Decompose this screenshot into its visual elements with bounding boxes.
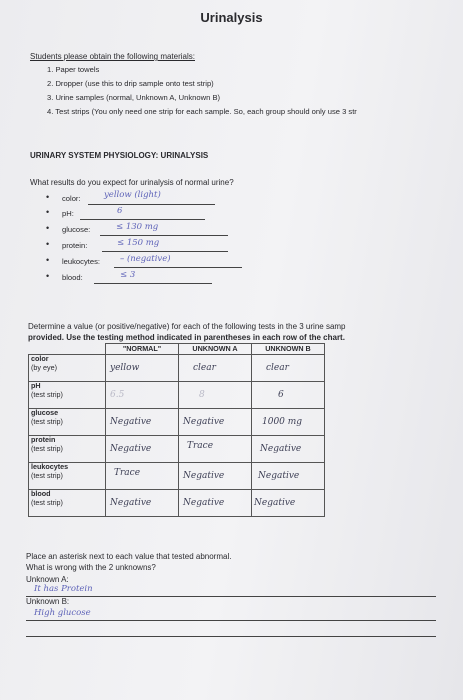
footer-question: What is wrong with the 2 unknowns? [26,563,156,572]
answer-line [94,283,212,284]
table-header-row [29,344,325,355]
bullet: • [46,271,50,281]
cell-value: Negative [183,417,225,427]
test-name: pH [31,381,41,390]
test-name: leukocytes [31,462,69,471]
question-text: What results do you expect for urinalysis of normal urine? [30,178,234,187]
cell-value: Negative [183,471,225,481]
answer-line [80,219,205,220]
table-cell [106,382,179,409]
answer-line [114,267,242,268]
table-header-cell: UNKNOWN B [252,344,325,355]
table-row [29,490,325,517]
cell-value: Negative [110,444,152,454]
section-heading: URINARY SYSTEM PHYSIOLOGY: URINALYSIS [30,151,209,160]
test-method: (test strip) [31,497,63,507]
table-row [29,382,325,409]
table-cell [179,463,252,490]
table-cell [252,463,325,490]
test-method: (test strip) [31,416,63,426]
expected-answer: – (negative) [120,254,171,264]
cell-value: Negative [110,417,152,427]
table-cell [106,436,179,463]
cell-value: Negative [254,498,296,508]
unknown-b-answer: High glucose [34,608,91,618]
table-cell [106,355,179,382]
expected-answer: ≤ 130 mg [116,222,159,232]
row-label [29,409,106,436]
expected-answer: yellow (light) [104,190,161,200]
results-table [28,343,325,517]
cell-value: 1000 mg [262,417,303,427]
materials-item: 2. Dropper (use this to drip sample onto test strip) [47,79,214,88]
test-name: color [31,354,49,363]
cell-value: clear [193,363,216,373]
table-cell [252,355,325,382]
table-header-cell [29,344,106,355]
table-header-cell: "NORMAL" [106,344,179,355]
expected-answer: ≤ 3 [120,270,136,280]
table-cell [252,409,325,436]
materials-item: 3. Urine samples (normal, Unknown A, Unknown B) [47,93,221,102]
table-cell [106,490,179,517]
test-name: blood [31,489,51,498]
table-cell [252,490,325,517]
table-row [29,463,325,490]
unknown-b-label: Unknown B: [26,597,70,606]
table-cell [106,463,179,490]
row-label [29,463,106,490]
test-method: (by eye) [31,362,57,372]
table-header-cell: UNKNOWN A [179,344,252,355]
materials-item: 1. Paper towels [47,65,100,74]
cell-value: Negative [258,471,300,481]
table-cell [106,409,179,436]
answer-line [26,620,436,621]
bullet: • [46,207,50,217]
answer-line [100,235,228,236]
unknown-a-answer: It has Protein [34,584,93,594]
table-cell [179,436,252,463]
materials-heading: Students please obtain the following materials: [30,52,195,61]
expected-label: pH: [62,209,74,218]
answer-line [102,251,228,252]
test-name: protein [31,435,56,444]
table-cell [179,355,252,382]
answer-line [26,596,436,597]
table-cell [179,382,252,409]
table-row [29,355,325,382]
bullet: • [46,192,50,202]
cell-value: Negative [183,498,225,508]
expected-label: blood: [62,273,83,282]
cell-value: Trace [114,468,141,478]
expected-answer: 6 [117,206,123,216]
expected-label: protein: [62,241,88,250]
instructions-text: provided. Use the testing method indicated in parentheses in each row of the chart. [28,333,345,342]
bullet: • [46,223,50,233]
footer-instruction: Place an asterisk next to each value that tested abnormal. [26,552,232,561]
table-cell [252,382,325,409]
expected-label: leukocytes: [62,257,100,266]
bullet: • [46,239,50,249]
row-label [29,355,106,382]
table-row [29,436,325,463]
cell-value: Negative [260,444,302,454]
cell-value: 6.5 [110,390,125,400]
cell-value: 8 [199,390,205,400]
row-label [29,436,106,463]
table-cell [179,490,252,517]
answer-line [26,636,436,637]
expected-answer: ≤ 150 mg [117,238,160,248]
unknown-a-label: Unknown A: [26,575,69,584]
table-row [29,409,325,436]
table-cell [252,436,325,463]
expected-label: glucose: [62,225,91,234]
bullet: • [46,255,50,265]
cell-value: clear [266,363,289,373]
table-cell [179,409,252,436]
test-name: glucose [31,408,59,417]
materials-item: 4. Test strips (You only need one strip for each sample. So, each group should only use 3 str [47,107,357,116]
cell-value: yellow [110,363,140,373]
row-label [29,382,106,409]
answer-line [88,204,215,205]
test-method: (test strip) [31,389,63,399]
expected-label: color: [62,194,81,203]
cell-value: Negative [110,498,152,508]
test-method: (test strip) [31,443,63,453]
cell-value: Trace [187,441,214,451]
row-label [29,490,106,517]
instructions-text: Determine a value (or positive/negative) for each of the following tests in the 3 urine samp [28,322,346,331]
cell-value: 6 [278,390,284,400]
page-title: Urinalysis [200,10,263,25]
test-method: (test strip) [31,470,63,480]
